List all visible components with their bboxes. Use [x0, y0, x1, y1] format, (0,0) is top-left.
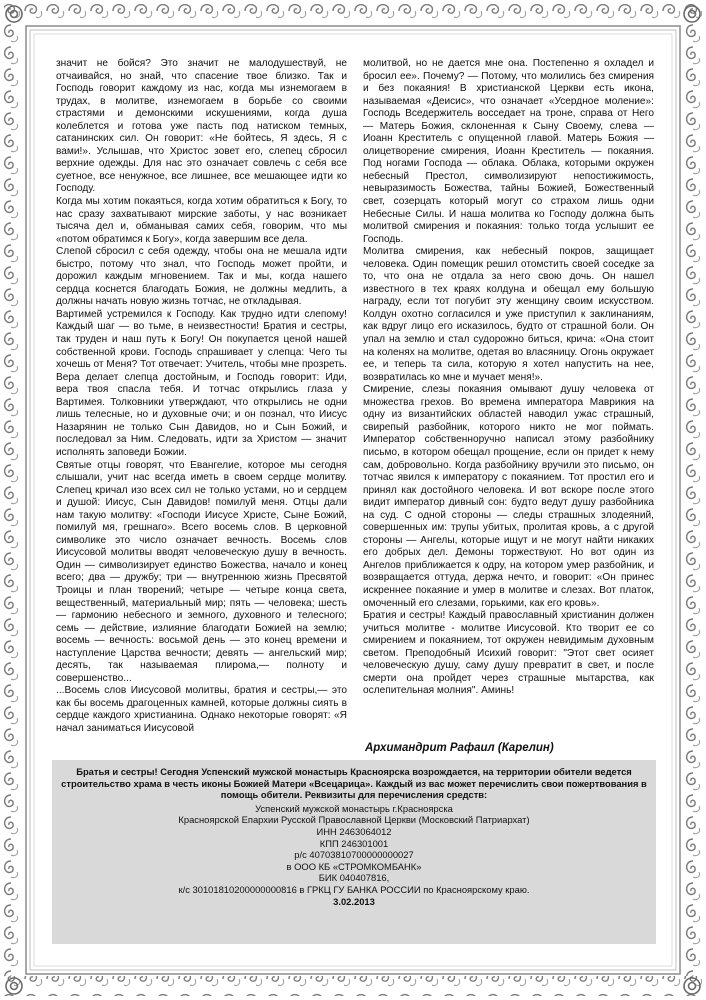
paragraph: ...Восемь слов Иисусовой молитвы, братия и сестры,— это как бы восемь драгоценных камней, которые должны сиять в сердце каждого христианина. Однако некоторые говорят: «Я начал заниматься Иисусовой: [56, 685, 347, 734]
bank-detail-line: КПП 246301001: [319, 837, 389, 849]
paragraph: Молитва смирения, как небесный покров, защищает человека. Один помещик решил отомстить своей соседке за то, что она не отдала за него свою дочь. Он нашел известного в тех краях колдуна и обещал ему большую награду, если тот погубит эту женщину своим искусством. Колдун охотно согласился и уже приступил к заклинаниям, как вдруг лицо его исказилось, будто от страшной боли. Он упал на землю и стал судорожно биться, крича: «Она стоит на коленях на молитве, одетая во власяницу. Огонь окружает ее, и теперь та сила, которую я хотел напустить на нее, возвратилась ко мне и мучает меня!».: [363, 246, 654, 383]
paragraph: Когда мы хотим покаяться, когда хотим обратиться к Богу, то нас сразу захватывают мирские заботы, у нас возникает тысяча дел и, обманывая самих себя, говорим, что мы «потом обратимся к Богу», когда завершим все дела.: [56, 196, 347, 245]
paragraph: Святые отцы говорят, что Евангелие, которое мы сегодня слышали, учит нас всегда иметь в своем сердце молитву. Слепец кричал изо всех сил не только устами, но и сердцем и душой: Иисус, Сын Давидов! помилуй меня. Отцы дали нам такую молитву: «Господи Иисусе Христе, Сыне Божий, помилуй мя, грешнаго». Всего восемь слов. В церковной символике это число означает вечность. Восемь слов Иисусовой молитвы вводят человеческую душу в вечность. Один — символизирует единство Божества, начало и конец всего; два — дружбу; три — внутреннюю жизнь Пресвятой Троицы и план творений; четыре — четыре конца света, вещественный, материальный мир; пять — человека; шесть — гармонию небесного и земного, духовного и телесного; семь — действие, излияние благодати Божией на землю; восемь — вечность: восьмой день — это конец времени и наступление Царства вечности; девять — ангельский мир; десять, так называемая плирома,— полноту и совершенство...: [56, 459, 347, 684]
bank-detail-line: БИК 040407816,: [318, 872, 390, 884]
left-column: [56, 58, 347, 738]
issue-date: 3.02.2013: [333, 895, 375, 907]
bank-detail-line: в ООО КБ «СТРОМКОМБАНК»: [286, 860, 422, 872]
bank-detail-line: ИНН 2463064012: [316, 825, 392, 837]
article-body: [56, 58, 654, 738]
donation-appeal: Братья и сестры! Сегодня Успенский мужской монастырь Красноярска возрождается, на территории обители ведется строительство храма в честь иконы Божией Матери «Всецарица». Каждый из вас может перечислить свои пожертвования в помощь обители. Реквизиты для перечисления средств:: [61, 766, 647, 801]
paragraph: Смирение, слезы покаяния омывают душу человека от множества грехов. Во времена императора Маврикия на одну из византийских областей наводил ужас страшный, свирепый разбойник, которого никто не мог поймать. Император собственноручно написал этому разбойнику письмо, в котором обещал прощение, если он придет к нему сам, добровольно. Когда разбойнику вручили это письмо, он тотчас явился к императору с покаянием. Тот простил его и принял как достойного человека. И вот вскоре после этого видит император дивный сон: будто ведут душу разбойника на суд. С одной стороны — следы страшных злодеяний, совершенных им: трупы убитых, пролитая кровь, а с другой стороны — Ангелы, которые ищут и не могут найти никаких его добрых дел. Демоны торжествуют. Но вот один из Ангелов приближается к одру, на котором умер разбойник, и возвращается оттуда, держа нечто, и говорит: «Он принес искреннее покаяние и умер в молитве и слезах. Вот платок, омоченный его слезами, горькими, как его кровь».: [363, 384, 654, 609]
bank-detail-line: р/с 40703810700000000027: [294, 849, 414, 861]
right-column: [363, 58, 654, 738]
paragraph: Вартимей устремился к Господу. Как трудно идти слепому! Каждый шаг — во тьме, в неизвестности! Братия и сестры, так труден и наш путь к Богу! Он покупается ценой нашей собственной крови. Господь спрашивает у слепца: Чего ты хочешь от Меня? Тот отвечает: Учитель, чтобы мне прозреть. Вера делает слепца достойным, и Господь говорит: Иди, вера твоя спасла тебя. И тотчас открылись глаза у Вартимея. Толковники утверждают, что открылись не одни лишь телесные, но и духовные очи; и он познал, что Иисус Назарянин не только Сын Давидов, но и Сын Божий, и последовал за Ним. Следовать, идти за Христом — значит исполнять заповеди Божии.: [56, 308, 347, 458]
paragraph: Братия и сестры! Каждый православный христианин должен учиться молитве - молитве Иисусовой. Кто творит ее со смирением и покаянием, тот окружен невидимым духовным светом. Преподобный Исихий говорит: "Этот свет осияет человеческую душу, саму душу превратит в свет, и после смерти она пройдет через страшные мытарства, как ослепительная молния". Аминь!: [363, 610, 654, 697]
bank-detail-line: Успенский мужской монастырь г.Красноярска: [255, 802, 453, 814]
bank-detail-line: Красноярской Епархии Русской Православной Церкви (Московский Патриархат): [178, 814, 530, 826]
paragraph: молитвой, но не дается мне она. Постепенно я охладел и бросил ее». Почему? — Потому, что молились без смирения и без покаяния! В христианской Церкви есть икона, называемая «Деисис», что означает «Усердное моление»: Господь Вседержитель восседает на троне, справа от Него — Матерь Божия, склоненная к Сыну Своему, слева — Иоанн Креститель с опущенной главой. Матерь Божия — олицетворение смирения, Иоанн Креститель — покаяния. Под ногами Господа — облака. Облака, которыми окружен небесный Престол, символизируют непостижимость, невыразимость Божества, тайны Божией, Божественный свет, созерцать который могут со страхом лишь одни Небесные Силы. И наша молитва ко Господу должна быть молитвой смирения и покаяния: только тогда услышит ее Господь.: [363, 58, 654, 245]
paragraph: значит не бойся? Это значит не малодушествуй, не отчаивайся, но знай, что спасение твое близко. Так и Господь говорит каждому из нас, когда мы изнемогаем в трудах, в молитве, изнемогаем в борьбе со своими страстями и демонскими искушениями, когда душа колеблется и готова уже пасть под натиском темных, сатанинских сил. Он говорит: «Не бойтесь, Я здесь, Я с вами!». Услышав, что Христос зовет его, слепец сбросил верхние одежды. Для нас это означает совлечь с себя все суетное, все ненужное, все лишнее, все мешающее идти ко Господу.: [56, 58, 347, 195]
author-signature: Архимандрит Рафаил (Карелин): [365, 742, 554, 754]
donation-box: [52, 760, 656, 944]
bank-detail-line: к/с 30101810200000000816 в ГРКЦ ГУ БАНКА РОССИИ по Красноярскому краю.: [178, 883, 530, 895]
paragraph: Слепой сбросил с себя одежду, чтобы она не мешала идти быстро, потому что знал, что Господь может пройти, и дорожил каждым мгновением. Так и мы, когда нашего сердца коснется благодать Божия, не должны медлить, а должны начать новую жизнь тотчас, не откладывая.: [56, 246, 347, 308]
